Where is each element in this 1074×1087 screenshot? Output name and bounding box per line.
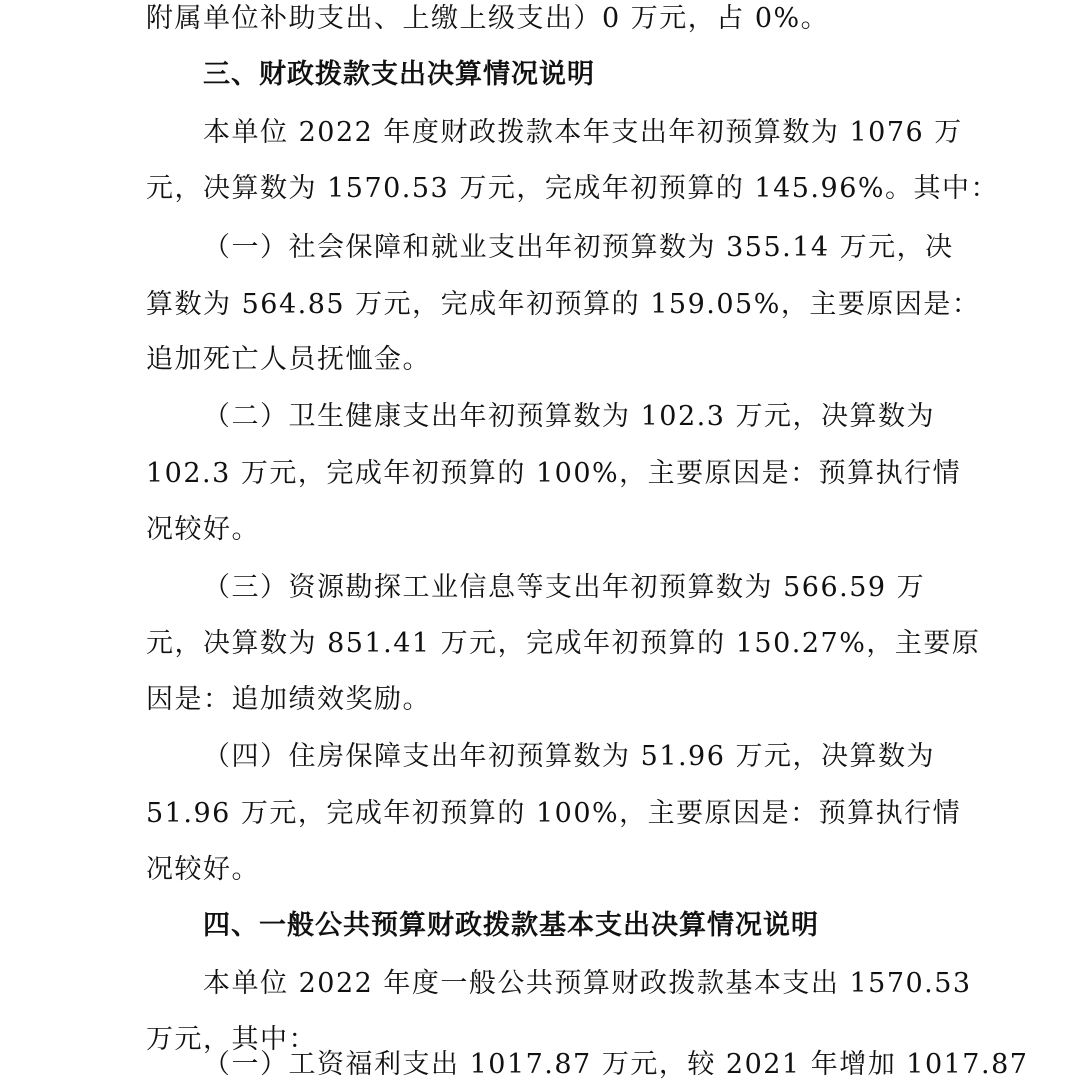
text-line: 附属单位补助支出、上缴上级支出）0 万元，占 0%。 [146, 3, 830, 34]
text-line: 况较好。 [146, 854, 260, 885]
text-line: （二）卫生健康支出年初预算数为 102.3 万元，决算数为 [203, 401, 935, 432]
text-line: 元，决算数为 851.41 万元，完成年初预算的 150.27%，主要原 [146, 628, 981, 659]
text-line: 万元，其中： [146, 1024, 317, 1055]
text-line: 算数为 564.85 万元，完成年初预算的 159.05%，主要原因是： [146, 289, 981, 320]
section-heading-4: 四、一般公共预算财政拨款基本支出决算情况说明 [203, 910, 819, 941]
text-line: 本单位 2022 年度财政拨款本年支出年初预算数为 1076 万 [203, 117, 963, 148]
text-line: 因是：追加绩效奖励。 [146, 684, 431, 715]
text-line: （一）工资福利支出 1017.87 万元，较 2021 年增加 1017.87 [203, 1049, 1029, 1080]
text-line: 况较好。 [146, 514, 260, 545]
text-line: 102.3 万元，完成年初预算的 100%，主要原因是：预算执行情 [146, 458, 962, 489]
text-line: 51.96 万元，完成年初预算的 100%，主要原因是：预算执行情 [146, 798, 962, 829]
text-line: 本单位 2022 年度一般公共预算财政拨款基本支出 1570.53 [203, 968, 972, 999]
section-heading-3: 三、财政拨款支出决算情况说明 [203, 59, 595, 90]
text-line: （三）资源勘探工业信息等支出年初预算数为 566.59 万 [203, 572, 926, 603]
text-line: （一）社会保障和就业支出年初预算数为 355.14 万元，决 [203, 232, 954, 263]
text-line: 元，决算数为 1570.53 万元，完成年初预算的 145.96%。其中： [146, 173, 1000, 204]
text-line: （四）住房保障支出年初预算数为 51.96 万元，决算数为 [203, 741, 935, 772]
text-line: 追加死亡人员抚恤金。 [146, 344, 431, 375]
